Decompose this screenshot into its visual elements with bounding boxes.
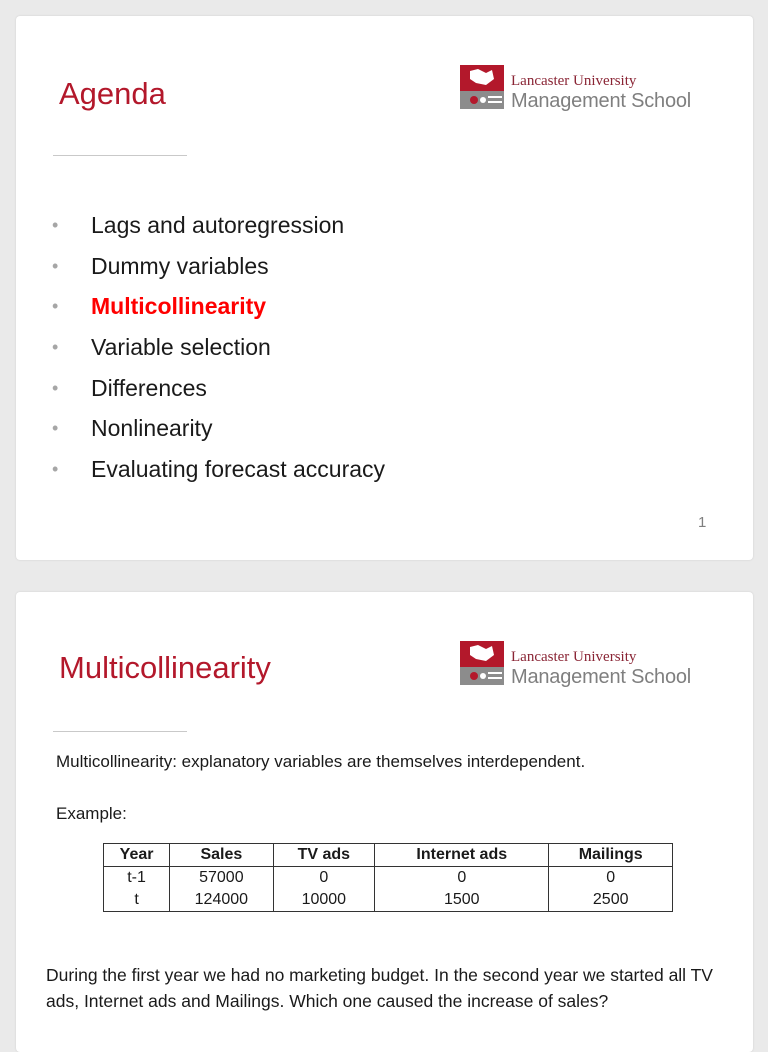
logo-university-text: Lancaster University (511, 649, 637, 665)
agenda-item-current (52, 286, 385, 327)
logo-school-text: Management School (511, 90, 692, 112)
agenda-item (52, 327, 385, 368)
bullet-icon: • (52, 337, 59, 358)
agenda-item (52, 368, 385, 409)
table-cell: 0 (375, 867, 549, 890)
bullet-icon: • (52, 215, 59, 235)
bullet-icon: • (52, 377, 59, 398)
table-cell: 57000 (170, 867, 273, 890)
table-cell: 0 (549, 867, 673, 890)
title-divider (53, 731, 187, 732)
agenda-list (52, 205, 385, 490)
agenda-item (52, 449, 385, 490)
definition-text: Multicollinearity: explanatory variables are themselves interdependent. (56, 752, 586, 771)
table-cell: t-1 (104, 867, 170, 890)
title-divider (53, 155, 187, 156)
logo-university-text: Lancaster University (511, 73, 637, 89)
example-label: Example: (56, 804, 127, 823)
table-cell: t (104, 889, 170, 912)
table-cell: 10000 (273, 889, 375, 912)
column-header: Year (104, 844, 170, 867)
agenda-item-label: Differences (91, 374, 207, 401)
column-header: TV ads (273, 844, 375, 867)
slide-agenda (16, 16, 753, 560)
agenda-item-label: Evaluating forecast accuracy (91, 456, 386, 483)
agenda-item (52, 246, 385, 287)
table-header-row (104, 844, 673, 867)
bullet-icon: • (52, 459, 59, 480)
example-table (103, 843, 673, 912)
logo-school-text: Management School (511, 666, 692, 688)
page-number: 1 (698, 514, 707, 531)
bullet-icon: • (52, 255, 59, 276)
agenda-item-label: Variable selection (91, 334, 271, 361)
agenda-item-label: Nonlinearity (91, 415, 213, 442)
table-cell: 2500 (549, 889, 673, 912)
agenda-item-label: Lags and autoregression (91, 212, 345, 238)
column-header: Mailings (549, 844, 673, 867)
agenda-item-label: Multicollinearity (91, 293, 267, 320)
slide-title: Agenda (59, 76, 166, 111)
table-cell: 1500 (375, 889, 549, 912)
lancaster-logo-icon (456, 637, 508, 689)
column-header: Internet ads (375, 844, 549, 867)
university-logo (456, 637, 706, 689)
slide-multicollinearity (16, 592, 753, 1052)
bullet-icon: • (52, 418, 59, 439)
table-row (104, 889, 673, 912)
lancaster-logo-icon (456, 61, 508, 113)
agenda-item-label: Dummy variables (91, 252, 269, 279)
table-row (104, 867, 673, 890)
bullet-icon: • (52, 296, 59, 317)
question-text: During the first year we had no marketing budget. In the second year we started all TV ads, Internet ads and Mailings. Which one caused the increase of sales? (46, 965, 713, 1011)
university-logo (456, 61, 706, 113)
table-cell: 0 (273, 867, 375, 890)
slide-title: Multicollinearity (59, 650, 271, 685)
agenda-item (52, 408, 385, 449)
table-cell: 124000 (170, 889, 273, 912)
agenda-item (52, 205, 385, 246)
column-header: Sales (170, 844, 273, 867)
